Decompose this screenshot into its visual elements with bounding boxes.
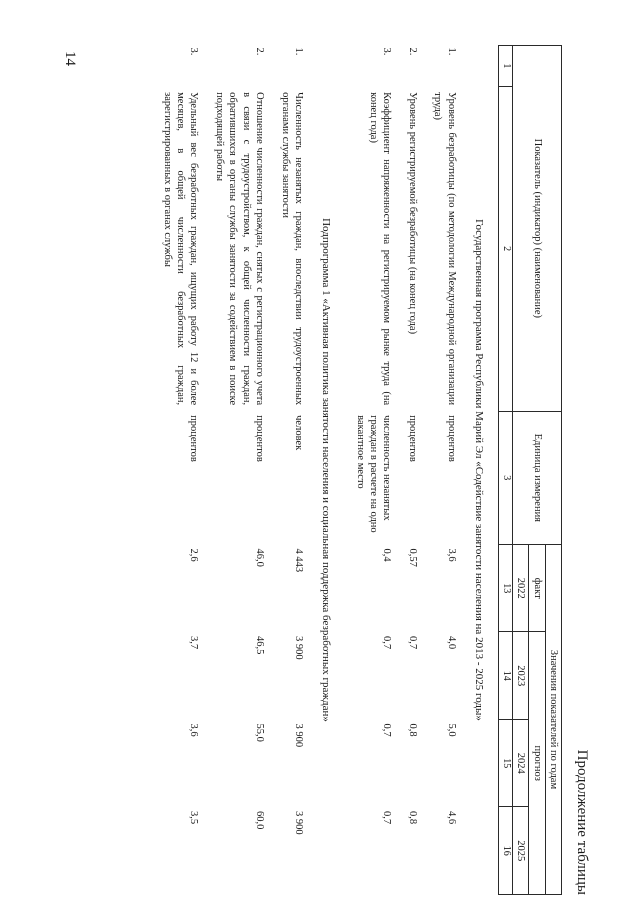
- section-title: Подпрограмма 1 «Активная политика занятости населения и социальная поддержка безработных граждан»: [320, 218, 333, 722]
- row-value: 0,4: [381, 548, 393, 562]
- header-year: 2022: [512, 544, 528, 632]
- row-unit: процентов: [254, 415, 266, 462]
- col-number: 13: [498, 544, 512, 632]
- col-number: 15: [498, 719, 512, 807]
- col-number: 14: [498, 632, 512, 720]
- row-unit: человек: [293, 415, 305, 451]
- row-value: 3,7: [188, 635, 200, 650]
- row-value: 3,5: [188, 810, 200, 825]
- row-unit: процентов: [445, 415, 457, 462]
- row-value: 3 900: [293, 635, 305, 660]
- header-year: 2024: [512, 719, 528, 807]
- row-name: Коэффициент напряженности на регистрируемом рынке труда (на конец года): [368, 92, 393, 406]
- row-name: Уровень безработицы (по методологии Международной организации труда): [432, 92, 457, 406]
- row-value: 3 900: [293, 723, 305, 748]
- row-unit: процентов: [406, 415, 418, 462]
- row-name: Удельный вес безработных граждан, ищущих работу 12 и более месяцев, в общей численности безработных граждан, зарегистрированных в органах службы: [161, 92, 200, 406]
- row-value: 0,7: [381, 635, 393, 650]
- header-year: 2023: [512, 632, 528, 720]
- row-value: 46,5: [254, 635, 266, 655]
- col-number: 3: [498, 411, 512, 544]
- row-number: 1.: [293, 47, 305, 56]
- row-number: 3.: [381, 47, 393, 56]
- header-forecast: прогноз: [529, 632, 545, 895]
- row-value: 60,0: [254, 810, 266, 830]
- row-value: 0,57: [406, 548, 418, 567]
- row-unit: процентов: [188, 415, 200, 462]
- page-number: 14: [62, 51, 78, 66]
- row-number: 2.: [406, 47, 418, 56]
- row-number: 3.: [188, 47, 200, 56]
- row-value: 55,0: [254, 723, 266, 742]
- row-value: 2,6: [188, 548, 200, 562]
- table-row: [270, 46, 309, 895]
- row-value: 5,0: [445, 723, 457, 737]
- row-value: 3 900: [293, 810, 305, 835]
- row-value: 4,0: [445, 635, 457, 650]
- col-number: 1: [498, 46, 512, 87]
- table-row: [398, 46, 423, 895]
- continuation-label: Продолжение таблицы: [574, 749, 590, 895]
- row-value: 3,6: [445, 548, 457, 562]
- row-value: 0,8: [406, 723, 418, 737]
- row-unit: численность незанятых граждан в расчете на одно вакантное место: [354, 415, 393, 533]
- header-values: Значения показателей по годам: [545, 544, 561, 894]
- rotated-page-content: [120, 45, 590, 895]
- header-unit: Единица измерения: [512, 411, 561, 544]
- row-value: 3,6: [188, 723, 200, 737]
- row-value: 46,0: [254, 548, 266, 567]
- row-value: 0,7: [381, 723, 393, 737]
- row-name: Уровень регистрируемой безработицы (на конец года): [406, 92, 418, 335]
- row-value: 0,7: [381, 810, 393, 825]
- col-number: 16: [498, 807, 512, 895]
- row-value: 4 443: [293, 548, 305, 573]
- row-name: Отношение численности граждан, снятых с регистрационного учета в связи с трудоустройством, к общей численности граждан, обратившихся в органы службы занятости за содействием в поиске подходящей работы: [213, 92, 266, 406]
- table-row: [152, 46, 204, 895]
- row-value: 0,7: [406, 635, 418, 650]
- table-row: [345, 46, 397, 895]
- table-row: [423, 46, 462, 895]
- row-value: 0,8: [406, 810, 418, 825]
- indicators-table: [152, 45, 562, 895]
- table-row: [204, 46, 270, 895]
- row-name: Численность незанятых граждан, впоследствии трудоустроенных органами службы занятости: [279, 92, 305, 406]
- section-title: Государственная программа Республики Марий Эл «Содействие занятости населения на 2013 - 2025 годы»: [472, 219, 485, 721]
- header-year: 2025: [512, 807, 528, 895]
- row-value: 4,6: [445, 810, 457, 825]
- row-number: 2.: [254, 47, 266, 56]
- header-fact: факт: [529, 544, 545, 632]
- header-indicator: Показатель (индикатор) (наименование): [512, 46, 561, 412]
- col-number: 2: [498, 86, 512, 411]
- row-number: 1.: [445, 47, 457, 56]
